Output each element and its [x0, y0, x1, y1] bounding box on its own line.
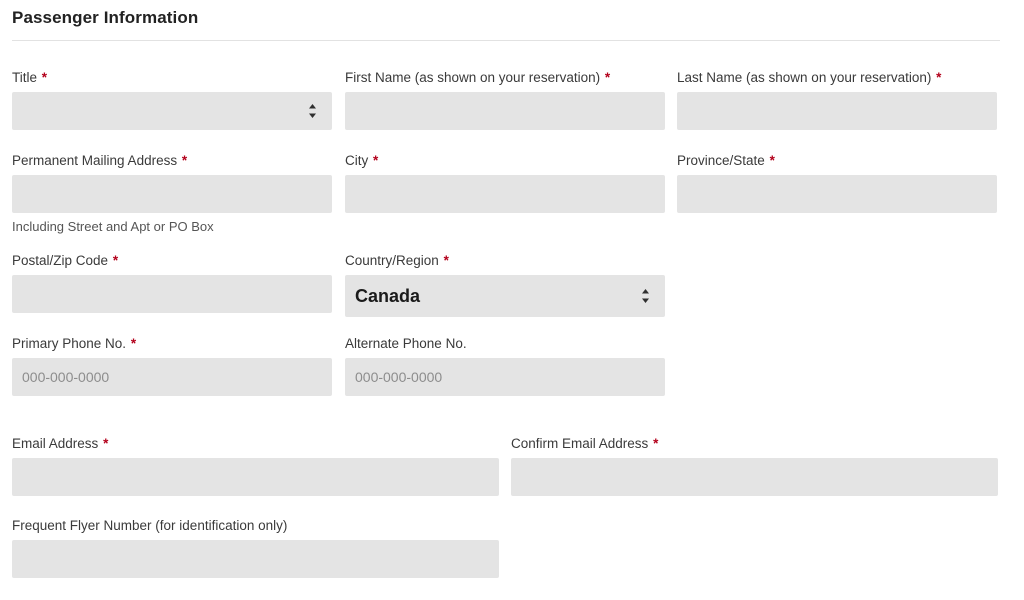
city-input[interactable]: [345, 175, 665, 213]
required-marker: *: [41, 70, 48, 85]
label-country-region: Country/Region *: [345, 253, 449, 268]
field-confirm-email: [511, 436, 998, 496]
label-title: Title *: [12, 70, 48, 85]
country-region-select-value[interactable]: Canada: [345, 275, 665, 317]
passenger-information-form: [0, 8, 1024, 600]
label-province-state: Province/State *: [677, 153, 775, 168]
field-frequent-flyer: [12, 518, 499, 578]
last-name-input[interactable]: [677, 92, 997, 130]
field-title: [12, 70, 332, 130]
field-email: [12, 436, 499, 496]
frequent-flyer-input[interactable]: [12, 540, 499, 578]
label-city: City *: [345, 153, 379, 168]
label-mailing-address: Permanent Mailing Address *: [12, 153, 188, 168]
confirm-email-input[interactable]: [511, 458, 998, 496]
required-marker: *: [112, 253, 119, 268]
field-alternate-phone: [345, 336, 665, 396]
field-first-name: [345, 70, 665, 130]
required-marker: *: [373, 153, 379, 168]
title-divider: [12, 40, 1000, 41]
primary-phone-input[interactable]: [12, 358, 332, 396]
mailing-address-input[interactable]: [12, 175, 332, 213]
required-marker: *: [130, 336, 137, 351]
field-mailing-address: [12, 153, 332, 234]
label-postal-code: Postal/Zip Code *: [12, 253, 119, 268]
field-postal-code: [12, 253, 332, 313]
page-title: Passenger Information: [12, 8, 199, 27]
country-region-select[interactable]: [345, 275, 665, 317]
title-select[interactable]: [12, 92, 332, 130]
required-marker: *: [653, 436, 659, 451]
label-last-name: Last Name (as shown on your reservation) *: [677, 70, 942, 85]
field-city: [345, 153, 665, 213]
label-alternate-phone: Alternate Phone No.: [345, 336, 467, 351]
required-marker: *: [769, 153, 775, 168]
field-province-state: [677, 153, 997, 213]
label-email: Email Address *: [12, 436, 109, 451]
province-state-input[interactable]: [677, 175, 997, 213]
title-select-value[interactable]: [12, 92, 332, 130]
required-marker: *: [443, 253, 449, 268]
field-last-name: [677, 70, 997, 130]
field-primary-phone: [12, 336, 332, 396]
label-first-name: First Name (as shown on your reservation) *: [345, 70, 611, 85]
label-frequent-flyer: Frequent Flyer Number (for identification only): [12, 518, 288, 533]
email-input[interactable]: [12, 458, 499, 496]
field-country-region: [345, 253, 665, 317]
postal-code-input[interactable]: [12, 275, 332, 313]
alternate-phone-input[interactable]: [345, 358, 665, 396]
required-marker: *: [181, 153, 188, 168]
required-marker: *: [936, 70, 942, 85]
first-name-input[interactable]: [345, 92, 665, 130]
mailing-address-helper: Including Street and Apt or PO Box: [12, 219, 214, 234]
required-marker: *: [604, 70, 611, 85]
label-primary-phone: Primary Phone No. *: [12, 336, 137, 351]
label-confirm-email: Confirm Email Address *: [511, 436, 659, 451]
required-marker: *: [103, 436, 109, 451]
